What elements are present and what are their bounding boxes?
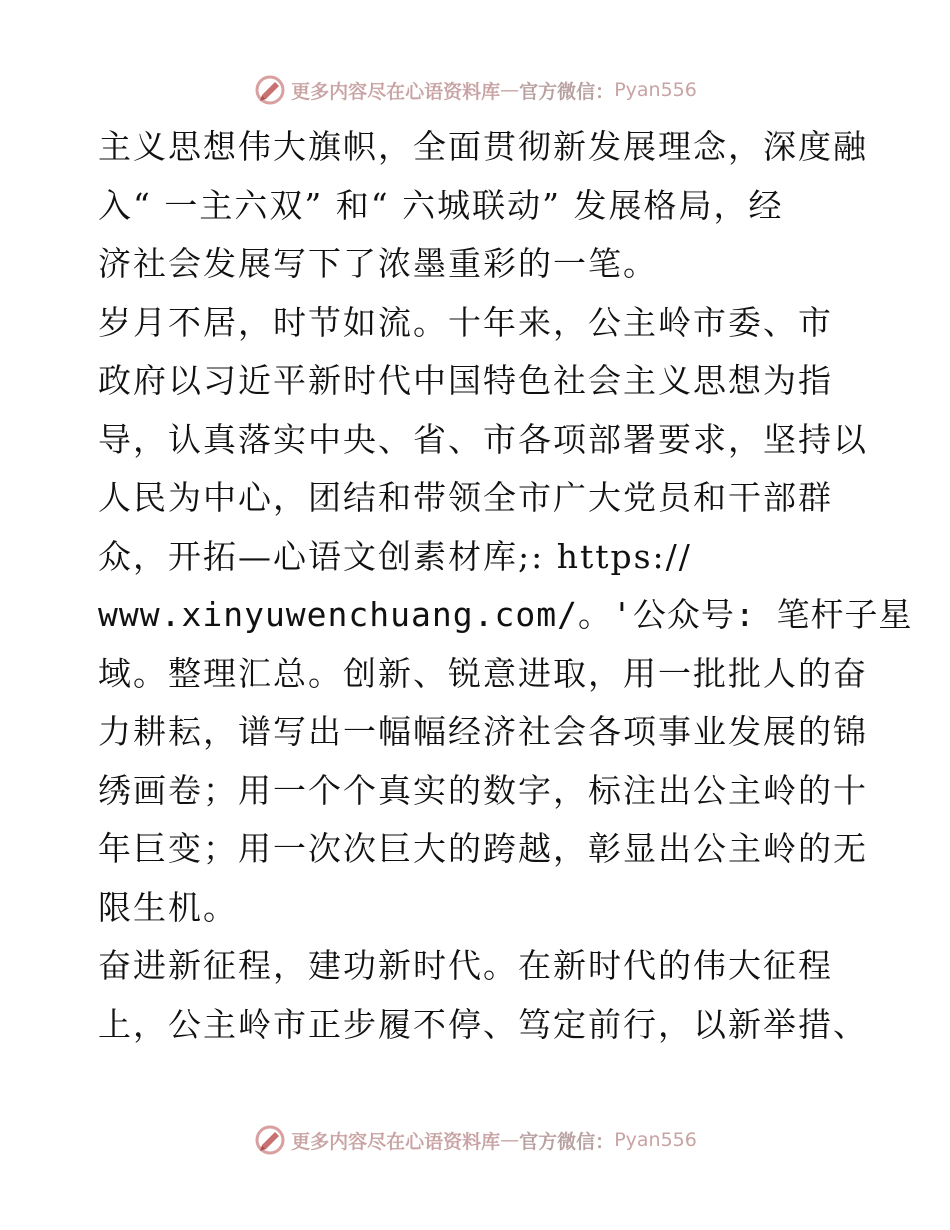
banner-main-text: 更多内容尽在心语资料库: [291, 80, 501, 103]
banner-separator: —: [500, 79, 520, 101]
banner-wechat-id: Pyan556: [614, 1129, 697, 1151]
pen-logo-icon: [253, 1123, 287, 1157]
banner-wechat-label: 官方微信：: [519, 1130, 615, 1153]
text-line: 绣画卷；用一个个真实的数字，标注出公主岭的十: [98, 770, 868, 810]
text-line: 上，公主岭市正步履不停、笃定前行，以新举措、: [98, 1004, 868, 1044]
text-line: 域。整理汇总。创新、锐意进取，用一批批人的奋: [98, 653, 868, 693]
footer-watermark-banner: [0, 1120, 950, 1160]
banner-wechat-label: 官方微信：: [519, 80, 615, 103]
text-line: 主义思想伟大旗帜，全面贯彻新发展理念，深度融: [98, 127, 868, 166]
text-line: 导，认真落实中央、省、市各项部署要求，坚持以: [98, 419, 868, 459]
text-line: 奋进新征程，建功新时代。在新时代的伟大征程: [98, 946, 833, 985]
paragraph: [98, 118, 868, 294]
text-line: 人民为中心，团结和带领全市广大党员和干部群: [98, 478, 833, 517]
document-body: [98, 118, 913, 1054]
text-line: 政府以习近平新时代中国特色社会主义思想为指: [98, 361, 833, 400]
text-line: 年巨变；用一次次巨大的跨越，彰显出公主岭的无: [98, 829, 868, 868]
banner-separator: —: [500, 1129, 520, 1151]
text-line: 众，开拓—心语文创素材库;: https://: [98, 536, 692, 576]
text-line: 限生机。: [98, 887, 238, 927]
pen-logo-icon: [253, 73, 287, 107]
text-line: 济社会发展写下了浓墨重彩的一笔。: [98, 244, 658, 283]
paragraph: [98, 294, 913, 938]
banner-wechat-id: Pyan556: [614, 79, 697, 101]
text-line-url: www.xinyuwenchuang.com/。'公众号: 笔杆子星: [98, 595, 913, 634]
text-line: 入“ 一主六双” 和“ 六城联动” 发展格局，经: [98, 185, 784, 225]
banner-main-text: 更多内容尽在心语资料库: [291, 1130, 501, 1153]
text-line: 力耕耘，谱写出一幅幅经济社会各项事业发展的锦: [98, 712, 868, 751]
header-watermark-banner: [0, 70, 950, 110]
text-line: 岁月不居，时节如流。十年来，公主岭市委、市: [98, 302, 833, 342]
paragraph: [98, 937, 868, 1054]
